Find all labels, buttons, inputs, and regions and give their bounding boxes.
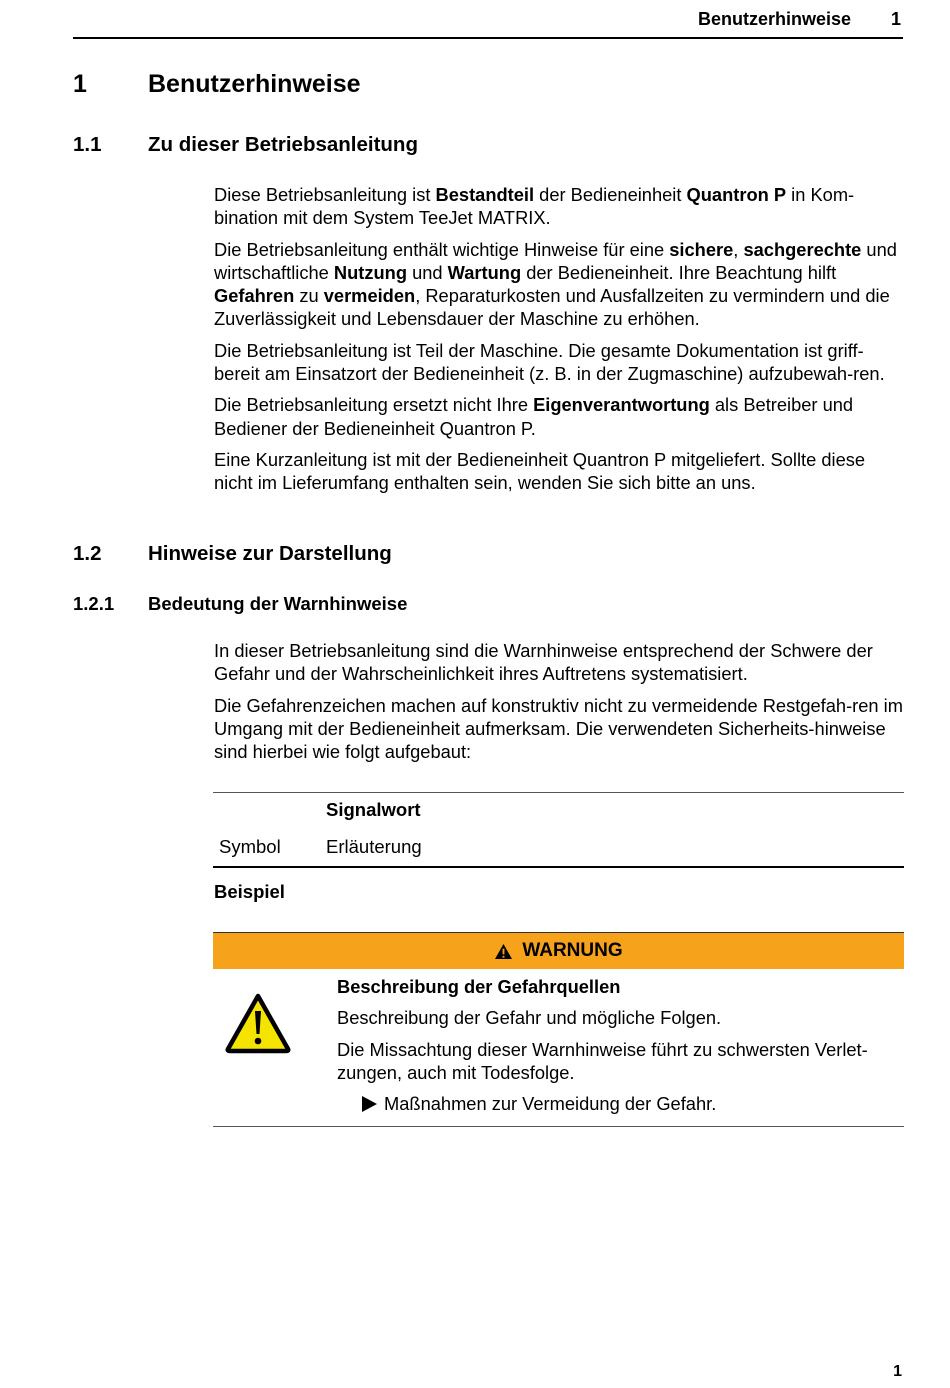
page-number: 1 [893,1363,902,1380]
paragraph: Die Gefahrenzeichen machen auf konstruktiv nicht zu vermeidende Restgefah-ren im Umgang mit der Bedieneinheit aufmerksam. Die verwendeten Sicherheits-hinweise sind hierbei wie folgt aufgebaut: [214,694,903,763]
paragraph: In dieser Betriebsanleitung sind die Warnhinweise entsprechend der Schwere der Gefahr und der Wahrscheinlichkeit ihres Auftretens systematisiert. [214,640,873,685]
section-1-2-1-body [214,639,904,771]
paragraph: Die Betriebsanleitung enthält wichtige Hinweise für eine sichere, sachgerechte und wirtschaftliche Nutzung und Wartung der Bedieneinheit. Ihre Beachtung hilft Gefahren zu vermeiden, Reparaturkosten und Ausfallzeiten zu vermindern und die Zuverlässigkeit und Lebensdauer der Maschine zu erhöhen. [214,238,897,330]
chapter-heading [73,70,361,99]
warning-signal-bar [213,932,904,969]
hazard-consequence: Die Missachtung dieser Warnhinweise führt zu schwersten Verlet-zungen, auch mit Todesfolge. [337,1038,868,1083]
arrow-right-icon [362,1096,377,1112]
section-number: 1.2 [73,542,102,565]
warning-triangle-icon [494,943,513,960]
section-heading-1-2 [73,542,392,566]
signal-word-label: Signalwort [326,799,421,820]
hazard-symbol [224,992,292,1059]
section-heading-1-1 [73,133,418,157]
explanation-label: Erläuterung [326,836,422,857]
warning-text [337,975,902,1123]
measure-step [337,1092,902,1115]
symbol-label: Symbol [219,836,281,857]
warning-box [213,932,904,1127]
running-header-page: 1 [890,9,901,29]
section-title: Zu dieser Betriebsanleitung [148,133,418,156]
running-header-title: Benutzerhinweise [697,9,851,29]
hazard-source-heading: Beschreibung der Gefahrquellen [337,976,621,997]
hazard-description: Beschreibung der Gefahr und mögliche Folgen. [337,1007,722,1029]
paragraph: Die Betriebsanleitung ersetzt nicht Ihre Eigenverantwortung als Betreiber und Bediener der Bedieneinheit Quantron P. [214,394,854,439]
chapter-title: Benutzerhinweise [148,70,361,98]
warning-structure-table [213,792,904,868]
warning-triangle-icon [224,992,292,1054]
section-title: Hinweise zur Darstellung [148,542,392,565]
running-header [73,8,903,39]
paragraph: Diese Betriebsanleitung ist Bestandteil der Bedieneinheit Quantron P in Kom-bination mit dem System TeeJet MATRIX. [214,184,855,229]
section-1-1-body [214,183,904,503]
chapter-number: 1 [73,70,87,98]
paragraph: Eine Kurzanleitung ist mit der Bedieneinheit Quantron P mitgeliefert. Sollte diese nicht im Lieferumfang enthalten sein, wenden Sie sich bitte an uns. [214,448,866,494]
paragraph: Die Betriebsanleitung ist Teil der Maschine. Die gesamte Dokumentation ist griff-bereit am Einsatzort der Bedieneinheit (z. B. in der Zugmaschine) aufzubewah-ren. [214,339,885,385]
subsection-title: Bedeutung der Warnhinweise [148,593,408,614]
subsection-heading-1-2-1 [73,593,407,615]
warning-signal-word: WARNUNG [522,940,623,961]
example-label: Beispiel [214,881,285,902]
measure-step-text: Maßnahmen zur Vermeidung der Gefahr. [384,1093,717,1115]
subsection-number: 1.2.1 [73,593,115,614]
section-number: 1.1 [73,133,102,156]
